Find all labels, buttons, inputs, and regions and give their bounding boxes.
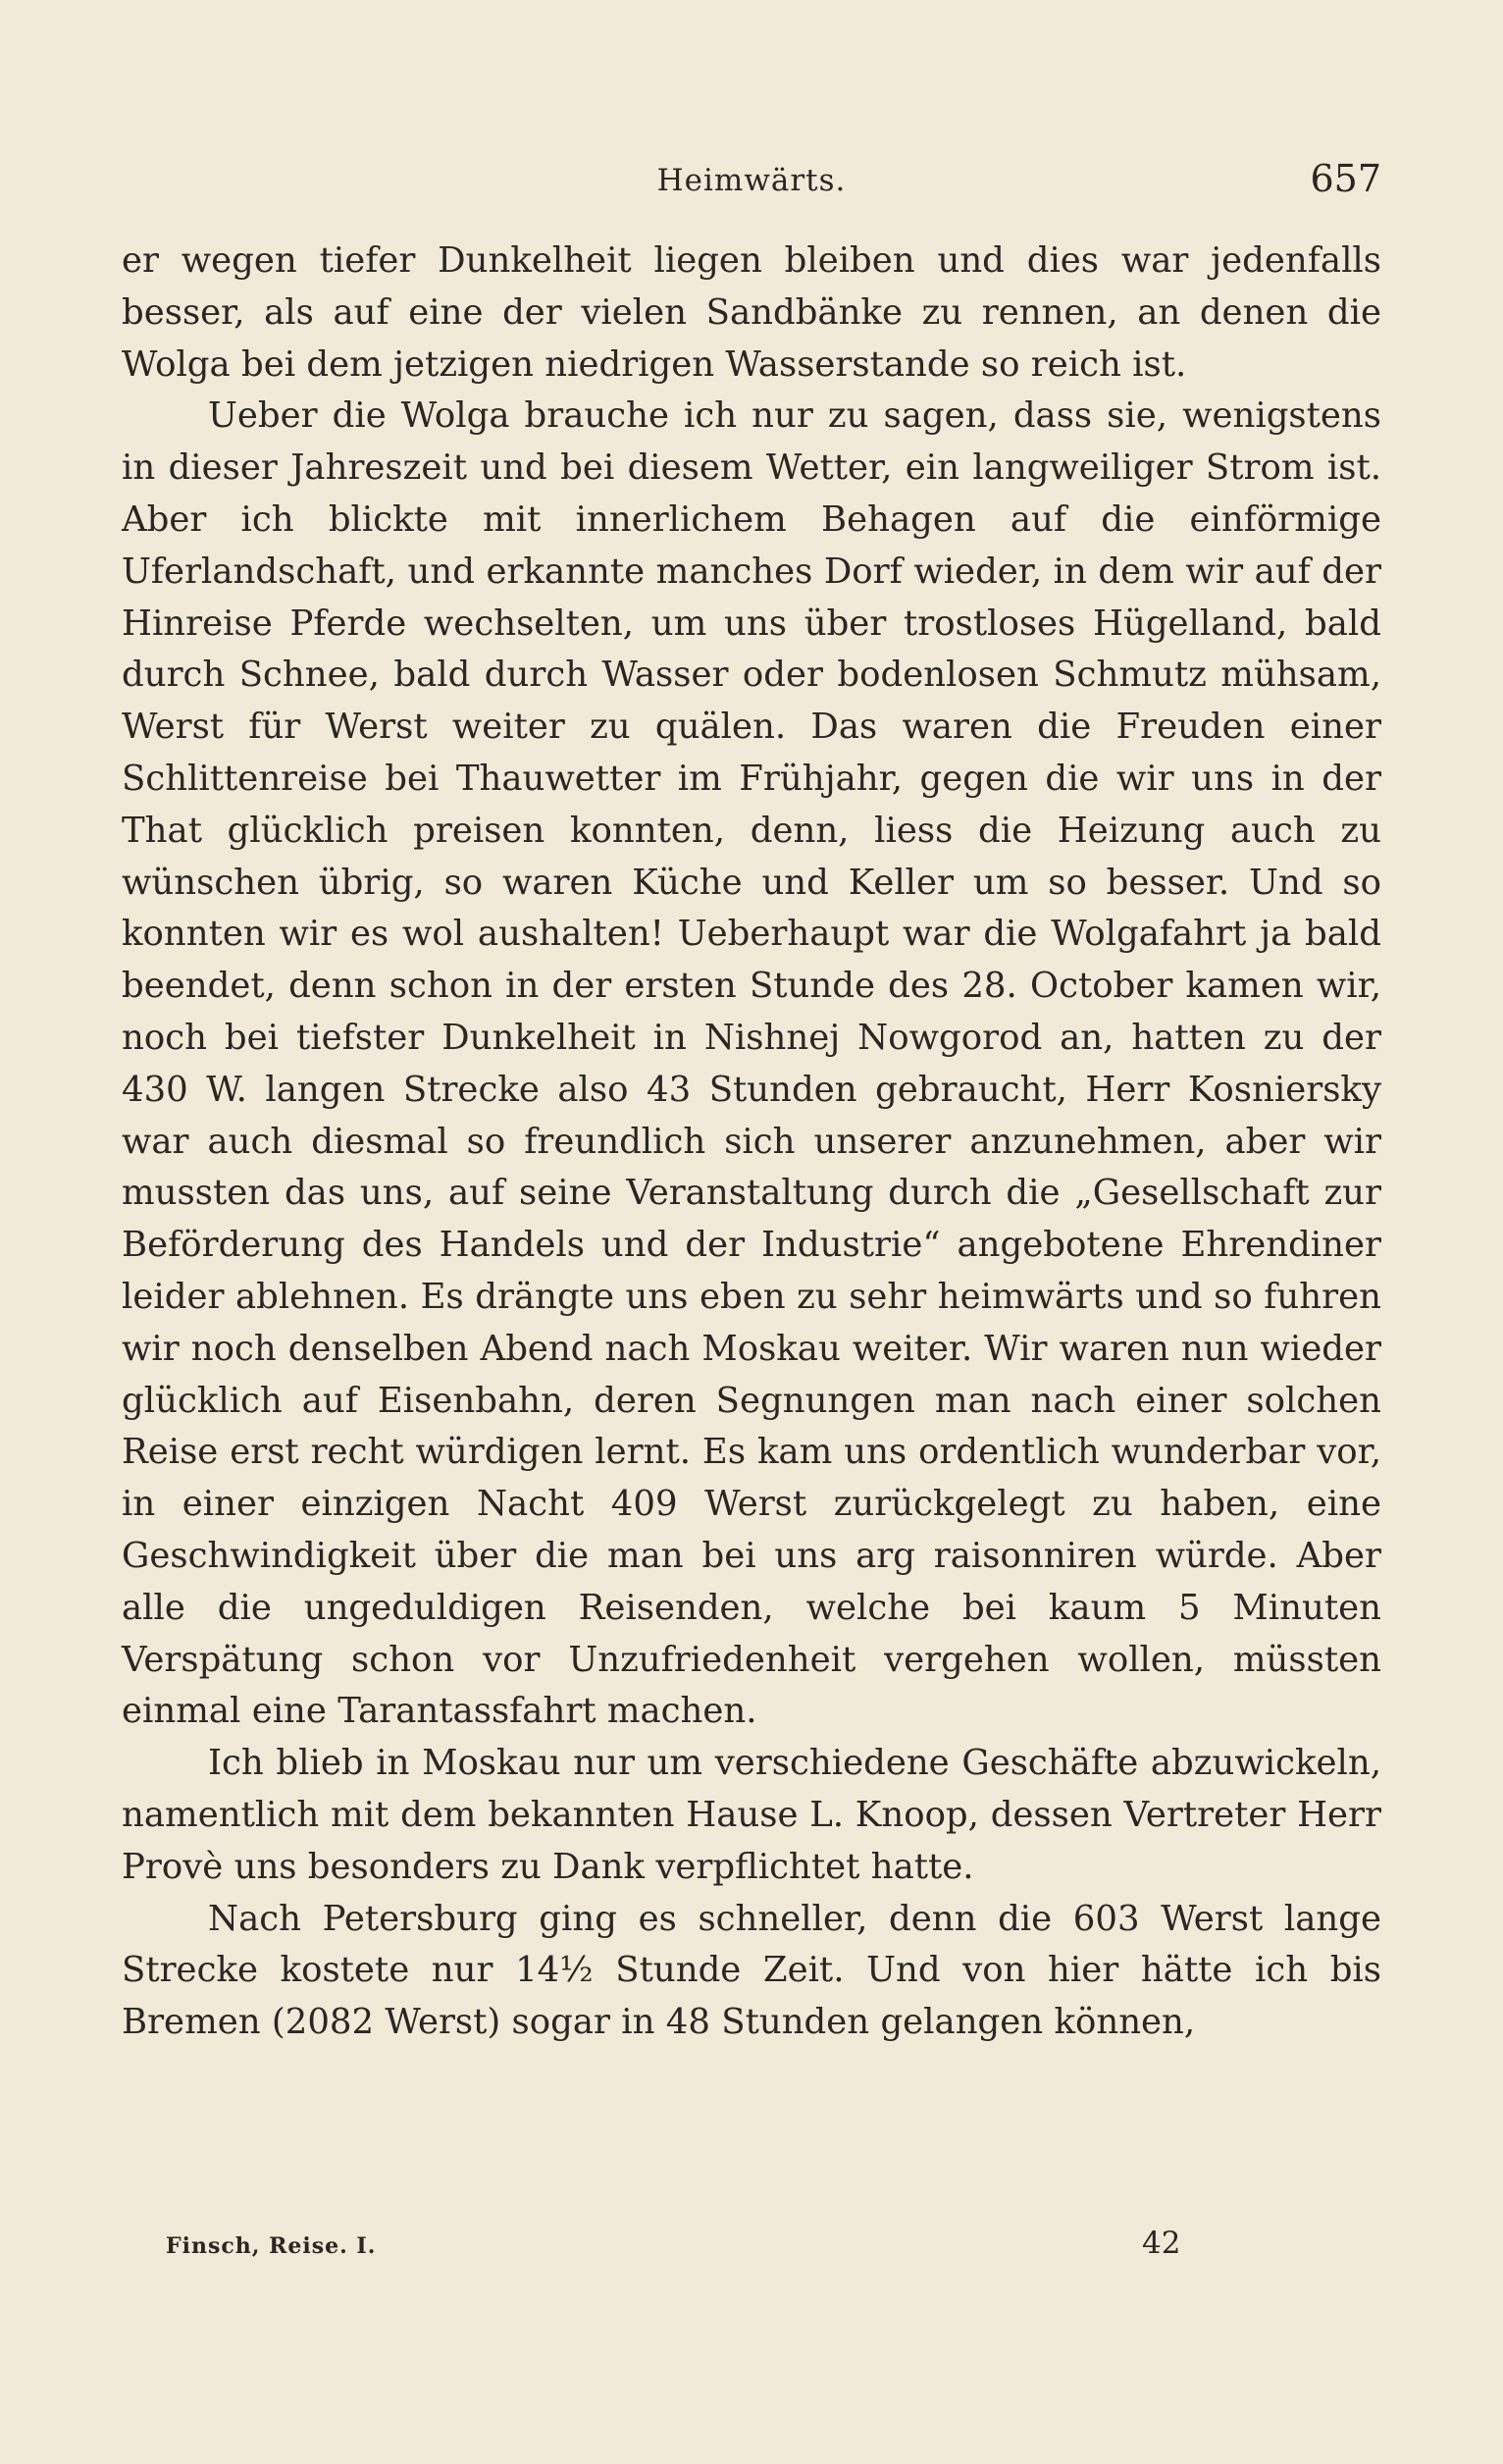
page-footer — [122, 2226, 1381, 2265]
body-text — [122, 236, 1381, 2049]
page-number: 657 — [1310, 157, 1381, 200]
paragraph-1: er wegen tiefer Dunkelheit liegen bleiben und dies war jedenfalls besser, als auf eine der vielen Sandbänke zu rennen, an denen die Wolga bei dem jetzigen niedrigen Wasserstande so reich ist. — [122, 240, 1381, 385]
paragraph-2: Ueber die Wolga brauche ich nur zu sagen, dass sie, wenigstens in dieser Jahreszeit und bei diesem Wetter, ein langweiliger Strom ist. Aber ich blickte mit innerlichem Behagen auf die einförmige Uferlandschaft, und erkannte manches Dorf wieder, in dem wir auf der Hinreise Pferde wechselten, um uns über trostloses Hügelland, bald durch Schnee, bald durch Wasser oder bodenlosen Schmutz mühsam, Werst für Werst weiter zu quälen. Das waren die Freuden einer Schlittenreise bei Thauwetter im Frühjahr, gegen die wir uns in der That glücklich preisen konnten, denn, liess die Heizung auch zu wünschen übrig, so waren Küche und Keller um so besser. Und so konnten wir es wol aushalten! Ueberhaupt war die Wolgafahrt ja bald beendet, denn schon in der ersten Stunde des 28. October kamen wir, noch bei tiefster Dunkelheit in Nishnej Nowgorod an, hatten zu der 430 W. langen Strecke also 43 Stunden gebraucht, Herr Kosniersky war auch diesmal so freundlich sich unserer anzunehmen, aber wir mussten das uns, auf seine Veranstaltung durch die „Gesellschaft zur Beförderung des Handels und der Industrie“ angebotene Ehrendiner leider ablehnen. Es drängte uns eben zu sehr heimwärts und so fuhren wir noch denselben Abend nach Moskau weiter. Wir waren nun wieder glücklich auf Eisenbahn, deren Segnungen man nach einer solchen Reise erst recht würdigen lernt. Es kam uns ordentlich wunderbar vor, in einer einzigen Nacht 409 Werst zurückgelegt zu haben, eine Geschwindigkeit über die man bei uns arg raisonniren würde. Aber alle die ungeduldigen Reisenden, welche bei kaum 5 Minuten Verspätung schon vor Unzufriedenheit vergehen wollen, müssten einmal eine Tarantassfahrt machen. — [122, 395, 1381, 1732]
page-header — [122, 157, 1381, 206]
paragraph-4: Nach Petersburg ging es schneller, denn die 603 Werst lange Strecke kostete nur 14½ Stunde Zeit. Und von hier hätte ich bis Bremen (2082 Werst) sogar in 48 Stunden gelangen können, — [122, 1898, 1381, 2043]
signature-mark: Finsch, Reise. I. — [166, 2233, 377, 2259]
sheet-number: 42 — [1142, 2226, 1181, 2261]
paragraph-3: Ich blieb in Moskau nur um verschiedene Geschäfte abzuwickeln, namentlich mit dem bekannten Hause L. Knoop, dessen Vertreter Herr Provè uns besonders zu Dank verpflichtet hatte. — [122, 1743, 1381, 1887]
running-title: Heimwärts. — [656, 163, 847, 198]
